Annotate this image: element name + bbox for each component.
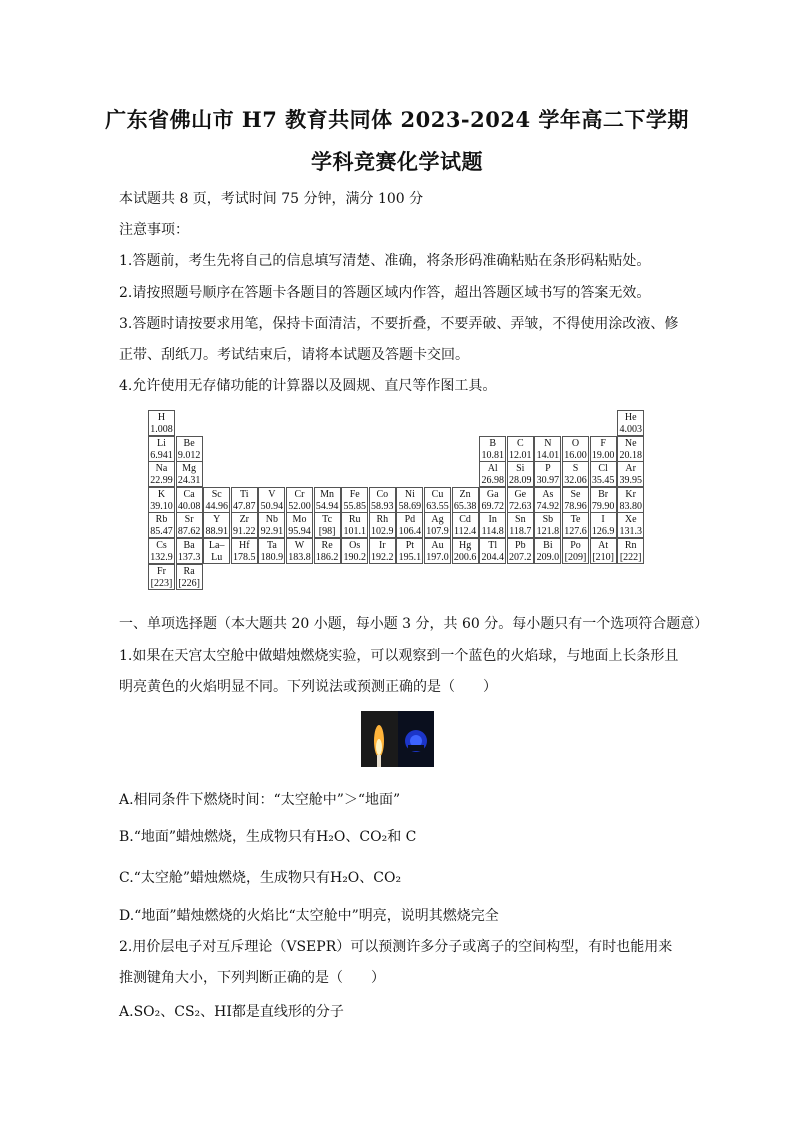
element-symbol: In bbox=[488, 514, 497, 526]
q1-stem-line2: 明亮黄色的火焰明显不同。下列说法或预测正确的是（ ） bbox=[119, 679, 497, 695]
element-mass: 190.2 bbox=[343, 552, 366, 563]
element-cell-te bbox=[562, 512, 589, 538]
element-mass: 118.7 bbox=[509, 526, 532, 538]
element-cell-ti bbox=[231, 487, 258, 513]
element-cell-mo bbox=[286, 512, 313, 538]
notice-item: 4.允许使用无存储功能的计算器以及圆规、直尺等作图工具。 bbox=[119, 378, 497, 394]
element-symbol: Pb bbox=[515, 540, 526, 551]
element-symbol: Cr bbox=[294, 488, 305, 500]
element-symbol: Sn bbox=[515, 514, 526, 526]
element-cell-au bbox=[424, 538, 451, 564]
element-cell-se bbox=[562, 487, 589, 513]
element-cell-rb bbox=[148, 512, 175, 538]
element-symbol: La– bbox=[208, 540, 225, 551]
element-symbol: Xe bbox=[624, 514, 637, 526]
element-mass: 87.62 bbox=[177, 526, 201, 538]
element-cell-w bbox=[286, 538, 313, 564]
element-symbol: Ne bbox=[624, 437, 637, 449]
element-symbol: Be bbox=[183, 437, 195, 449]
element-mass: 20.18 bbox=[619, 449, 642, 461]
element-symbol: Ba bbox=[183, 540, 195, 551]
element-symbol: He bbox=[624, 412, 637, 423]
element-symbol: Mg bbox=[182, 463, 197, 475]
element-mass: 95.94 bbox=[288, 526, 311, 538]
element-symbol: Ir bbox=[378, 540, 386, 551]
element-cell-h bbox=[148, 410, 175, 436]
element-symbol: Tl bbox=[488, 540, 498, 551]
element-cell-he bbox=[617, 410, 644, 436]
element-cell-sn bbox=[507, 512, 534, 538]
element-mass: 79.90 bbox=[591, 500, 615, 512]
element-cell-ag bbox=[424, 512, 451, 538]
notice-item: 2.请按照题号顺序在答题卡各题目的答题区域内作答，超出答题区域书写的答案无效。 bbox=[119, 285, 651, 301]
element-symbol: Rb bbox=[155, 514, 168, 526]
element-symbol: Re bbox=[321, 540, 333, 551]
element-cell-ge bbox=[507, 487, 534, 513]
element-mass: 44.96 bbox=[205, 500, 228, 512]
element-cell-ta bbox=[258, 538, 285, 564]
element-symbol: Mo bbox=[292, 514, 307, 526]
element-cell-nb bbox=[258, 512, 285, 538]
element-cell-b bbox=[479, 436, 506, 462]
element-mass: 4.003 bbox=[619, 424, 642, 435]
element-mass: 127.6 bbox=[564, 526, 587, 538]
element-symbol: Hg bbox=[458, 540, 472, 551]
element-mass: 50.94 bbox=[260, 500, 284, 512]
q2-stem-line2: 推测键角大小，下列判断正确的是（ ） bbox=[119, 970, 385, 986]
q1-stem-line1: 1.如果在天宫太空舱中做蜡烛燃烧实验，可以观察到一个蓝色的火焰球，与地面上长条形且 bbox=[119, 648, 679, 664]
element-cell-xe bbox=[617, 512, 644, 538]
element-mass: 131.3 bbox=[619, 526, 642, 538]
element-symbol: Pd bbox=[404, 514, 416, 526]
element-cell-ne bbox=[617, 436, 644, 462]
element-mass: 24.31 bbox=[177, 475, 201, 487]
element-mass: 204.4 bbox=[481, 552, 504, 563]
element-cell-n bbox=[534, 436, 561, 462]
element-mass: 19.00 bbox=[591, 449, 615, 461]
element-cell-ba bbox=[176, 538, 203, 564]
element-symbol: Tc bbox=[322, 514, 333, 526]
element-cell-y bbox=[203, 512, 230, 538]
element-symbol: Al bbox=[487, 463, 498, 475]
element-mass: 101.1 bbox=[343, 526, 366, 538]
element-symbol: Li bbox=[157, 437, 166, 449]
element-symbol: Y bbox=[213, 514, 221, 526]
element-mass: 39.10 bbox=[150, 500, 173, 512]
element-mass: 85.47 bbox=[150, 526, 173, 538]
exam-info: 本试题共 8 页，考试时间 75 分钟，满分 100 分 bbox=[119, 191, 424, 207]
element-mass: 1.008 bbox=[150, 424, 173, 435]
element-mass: 69.72 bbox=[481, 500, 504, 512]
element-symbol: Ga bbox=[486, 488, 499, 500]
q2-option-a: A.SO₂、CS₂、HI都是直线形的分子 bbox=[119, 1004, 344, 1020]
element-cell-rh bbox=[369, 512, 396, 538]
element-symbol: Co bbox=[376, 488, 389, 500]
q2-stem-line1: 2.用价层电子对互斥理论（VSEPR）可以预测许多分子或离子的空间构型，有时也能用来 bbox=[119, 939, 673, 955]
element-cell-mn bbox=[314, 487, 341, 513]
element-symbol: V bbox=[268, 488, 276, 500]
element-symbol: Au bbox=[431, 540, 444, 551]
element-mass: 14.01 bbox=[536, 449, 560, 461]
element-symbol: Nb bbox=[265, 514, 278, 526]
element-mass: 88.91 bbox=[205, 526, 228, 538]
element-symbol: Sr bbox=[184, 514, 194, 526]
element-mass: 12.01 bbox=[509, 449, 532, 461]
element-symbol: Te bbox=[570, 514, 581, 526]
element-cell-re bbox=[314, 538, 341, 564]
element-mass: 192.2 bbox=[371, 552, 394, 563]
element-symbol: Si bbox=[516, 463, 525, 475]
element-cell-p bbox=[534, 461, 561, 487]
element-cell-ir bbox=[369, 538, 396, 564]
formula-h2o: H₂O bbox=[316, 829, 346, 845]
element-symbol: Na bbox=[155, 463, 168, 475]
element-mass: 92.91 bbox=[260, 526, 284, 538]
element-cell-ni bbox=[396, 487, 423, 513]
element-cell-br bbox=[590, 487, 617, 513]
element-mass: 32.06 bbox=[564, 475, 587, 487]
element-cell-hg bbox=[452, 538, 479, 564]
element-mass: 30.97 bbox=[536, 475, 560, 487]
element-symbol: S bbox=[572, 463, 579, 475]
element-mass: 39.95 bbox=[619, 475, 642, 487]
element-mass: 78.96 bbox=[564, 500, 587, 512]
element-symbol: W bbox=[294, 540, 305, 551]
element-cell-k bbox=[148, 487, 175, 513]
formula-co2: CO₂ bbox=[373, 870, 402, 886]
element-cell-na bbox=[148, 461, 175, 487]
element-cell-pt bbox=[396, 538, 423, 564]
element-mass: 114.8 bbox=[481, 526, 504, 538]
element-symbol: Bi bbox=[543, 540, 553, 551]
element-cell-sc bbox=[203, 487, 230, 513]
element-mass: 28.09 bbox=[509, 475, 532, 487]
element-cell-be bbox=[176, 436, 203, 462]
element-symbol: Zn bbox=[459, 488, 471, 500]
element-mass: 200.6 bbox=[453, 552, 477, 563]
element-mass: 195.1 bbox=[398, 552, 422, 563]
element-cell-ga bbox=[479, 487, 506, 513]
element-cell-pd bbox=[396, 512, 423, 538]
element-symbol: As bbox=[542, 488, 554, 500]
element-symbol: Br bbox=[598, 488, 609, 500]
element-symbol: Pt bbox=[405, 540, 415, 551]
element-cell-al bbox=[479, 461, 506, 487]
q1-option-d: D.“地面”蜡烛燃烧的火焰比“太空舱中”明亮，说明其燃烧完全 bbox=[119, 908, 499, 924]
formula-co2: CO₂ bbox=[359, 829, 388, 845]
element-symbol: B bbox=[489, 437, 497, 449]
element-cell-zr bbox=[231, 512, 258, 538]
element-symbol: Cl bbox=[598, 463, 608, 475]
element-symbol: Rn bbox=[624, 540, 637, 551]
element-mass: 197.0 bbox=[426, 552, 449, 563]
formula-h2o: H₂O bbox=[329, 870, 360, 886]
element-cell-i bbox=[590, 512, 617, 538]
element-symbol: Ni bbox=[404, 488, 415, 500]
element-mass: 178.5 bbox=[233, 552, 256, 563]
element-cell-cs bbox=[148, 538, 175, 564]
element-symbol: K bbox=[157, 488, 166, 500]
element-mass: 55.85 bbox=[343, 500, 366, 512]
element-symbol: Fe bbox=[349, 488, 360, 500]
q1-option-b: B.“地面”蜡烛燃烧，生成物只有H₂O、CO₂和 C bbox=[119, 829, 417, 845]
element-symbol: Zr bbox=[239, 514, 250, 526]
element-mass: 72.63 bbox=[509, 500, 532, 512]
element-cell-cu bbox=[424, 487, 451, 513]
element-cell-li bbox=[148, 436, 175, 462]
element-cell-hf bbox=[231, 538, 258, 564]
element-cell-at bbox=[590, 538, 617, 564]
element-symbol: C bbox=[516, 437, 524, 449]
element-cell-as bbox=[534, 487, 561, 513]
element-cell-ar bbox=[617, 461, 644, 487]
element-symbol: Ru bbox=[348, 514, 361, 526]
element-mass: 137.3 bbox=[177, 552, 201, 563]
element-symbol: Ge bbox=[514, 488, 527, 500]
notice-heading: 注意事项： bbox=[119, 222, 189, 238]
element-cell-c bbox=[507, 436, 534, 462]
element-cell-pb bbox=[507, 538, 534, 564]
element-symbol: Os bbox=[349, 540, 361, 551]
element-mass: 63.55 bbox=[426, 500, 449, 512]
element-symbol: Cu bbox=[431, 488, 444, 500]
element-symbol: Sc bbox=[211, 488, 222, 500]
notice-item: 3.答题时请按要求用笔，保持卡面清洁，不要折叠，不要弄破、弄皱，不得使用涂改液、修 bbox=[119, 316, 679, 332]
element-mass: 54.94 bbox=[315, 500, 339, 512]
element-mass: 26.98 bbox=[481, 475, 504, 487]
element-symbol: Hf bbox=[239, 540, 250, 551]
element-symbol: Ca bbox=[183, 488, 195, 500]
element-symbol: Ti bbox=[240, 488, 249, 500]
element-mass: 112.4 bbox=[454, 526, 477, 538]
element-mass: 91.22 bbox=[233, 526, 256, 538]
element-cell-ra bbox=[176, 564, 203, 590]
element-cell-co bbox=[369, 487, 396, 513]
formula-cs2: CS₂ bbox=[174, 1004, 201, 1020]
element-symbol: Mn bbox=[320, 488, 335, 500]
element-mass: 186.2 bbox=[315, 552, 339, 563]
element-symbol: F bbox=[600, 437, 606, 449]
element-mass: 83.80 bbox=[619, 500, 642, 512]
element-symbol: N bbox=[544, 437, 552, 449]
element-symbol: Cs bbox=[156, 540, 167, 551]
formula-so2: SO₂ bbox=[133, 1004, 161, 1020]
notice-item: 1.答题前，考生先将自己的信息填写清楚、准确，将条形码准确粘贴在条形码粘贴处。 bbox=[119, 253, 651, 269]
element-mass: 9.012 bbox=[177, 449, 201, 461]
element-mass: [210] bbox=[592, 552, 614, 563]
element-mass: 40.08 bbox=[177, 500, 201, 512]
element-mass: 6.941 bbox=[150, 449, 173, 461]
element-cell-in bbox=[479, 512, 506, 538]
element-cell-cd bbox=[452, 512, 479, 538]
element-cell-rn bbox=[617, 538, 644, 564]
element-mass: 209.0 bbox=[536, 552, 560, 563]
element-mass: 47.87 bbox=[233, 500, 256, 512]
element-symbol: H bbox=[157, 412, 166, 423]
element-cell-sb bbox=[534, 512, 561, 538]
element-mass: 106.4 bbox=[398, 526, 422, 538]
element-mass: Lu bbox=[211, 552, 223, 563]
element-mass: [222] bbox=[619, 552, 642, 563]
space-flame-photo bbox=[398, 711, 435, 767]
element-mass: 132.9 bbox=[150, 552, 173, 563]
element-mass: 107.9 bbox=[426, 526, 449, 538]
element-symbol: Sb bbox=[542, 514, 554, 526]
q1-option-c: C.“太空舱”蜡烛燃烧，生成物只有H₂O、CO₂ bbox=[119, 870, 402, 886]
element-cell-sr bbox=[176, 512, 203, 538]
element-symbol: Ar bbox=[625, 463, 636, 475]
element-mass: 102.9 bbox=[371, 526, 394, 538]
element-cell-s bbox=[562, 461, 589, 487]
element-mass: 16.00 bbox=[564, 449, 587, 461]
element-mass: 65.38 bbox=[453, 500, 477, 512]
element-mass: 121.8 bbox=[536, 526, 560, 538]
element-symbol: Fr bbox=[157, 565, 166, 577]
element-symbol: At bbox=[598, 540, 609, 551]
element-mass: [226] bbox=[178, 577, 200, 589]
element-symbol: P bbox=[545, 463, 551, 475]
element-cell-si bbox=[507, 461, 534, 487]
element-symbol: Ta bbox=[266, 540, 277, 551]
element-cell-bi bbox=[534, 538, 561, 564]
element-symbol: Se bbox=[570, 488, 581, 500]
element-cell-ru bbox=[341, 512, 368, 538]
element-mass: 10.81 bbox=[481, 449, 504, 461]
q1-option-a: A.相同条件下燃烧时间：“太空舱中”＞“地面” bbox=[119, 792, 401, 808]
element-cell-o bbox=[562, 436, 589, 462]
element-symbol: O bbox=[571, 437, 580, 449]
element-cell-la bbox=[203, 538, 230, 564]
element-cell-tc bbox=[314, 512, 341, 538]
doc-title-line2: 学科竞赛化学试题 bbox=[311, 149, 483, 174]
formula-hi: HI bbox=[214, 1004, 232, 1020]
element-cell-f bbox=[590, 436, 617, 462]
element-symbol: Po bbox=[570, 540, 581, 551]
element-mass: 35.45 bbox=[591, 475, 615, 487]
element-cell-fe bbox=[341, 487, 368, 513]
element-symbol: Cd bbox=[459, 514, 471, 526]
element-mass: 58.93 bbox=[371, 500, 394, 512]
element-mass: 52.00 bbox=[288, 500, 311, 512]
element-symbol: Ag bbox=[431, 514, 444, 526]
doc-title-line1: 广东省佛山市 H7 教育共同体 2023-2024 学年高二下学期 bbox=[105, 107, 689, 132]
element-cell-zn bbox=[452, 487, 479, 513]
element-mass: [98] bbox=[318, 526, 336, 538]
element-mass: [209] bbox=[564, 552, 587, 563]
element-symbol: Kr bbox=[625, 488, 636, 500]
element-cell-tl bbox=[479, 538, 506, 564]
notice-item: 正带、刮纸刀。考试结束后，请将本试题及答题卡交回。 bbox=[119, 347, 469, 363]
element-mass: 74.92 bbox=[536, 500, 560, 512]
element-cell-po bbox=[562, 538, 589, 564]
element-cell-cr bbox=[286, 487, 313, 513]
element-mass: 58.69 bbox=[398, 500, 422, 512]
element-symbol: Rh bbox=[376, 514, 389, 526]
element-symbol: I bbox=[601, 514, 605, 526]
element-cell-ca bbox=[176, 487, 203, 513]
element-cell-cl bbox=[590, 461, 617, 487]
element-mass: 126.9 bbox=[591, 526, 615, 538]
element-symbol: Ra bbox=[183, 565, 195, 577]
element-cell-mg bbox=[176, 461, 203, 487]
element-mass: [223] bbox=[150, 577, 173, 589]
element-mass: 183.8 bbox=[288, 552, 311, 563]
element-mass: 180.9 bbox=[260, 552, 284, 563]
element-cell-fr bbox=[148, 564, 175, 590]
element-mass: 22.99 bbox=[150, 475, 173, 487]
candle-flame-image bbox=[361, 711, 434, 767]
element-mass: 207.2 bbox=[509, 552, 532, 563]
element-cell-kr bbox=[617, 487, 644, 513]
ground-flame-photo bbox=[361, 711, 398, 767]
section1-heading: 一、单项选择题（本大题共 20 小题，每小题 3 分，共 60 分。每小题只有一个选项符合题意） bbox=[119, 616, 709, 632]
element-cell-os bbox=[341, 538, 368, 564]
element-cell-v bbox=[258, 487, 285, 513]
